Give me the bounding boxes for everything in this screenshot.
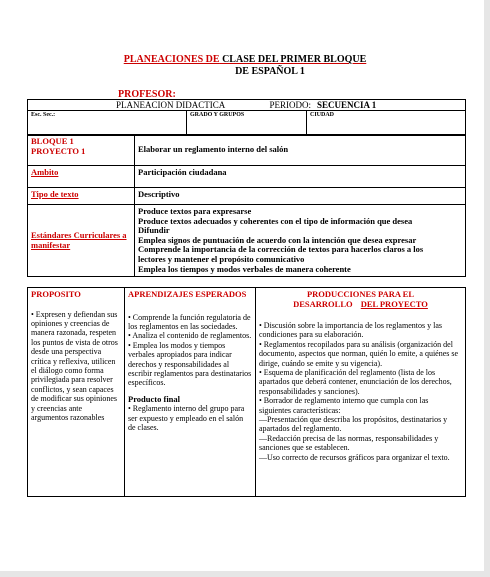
producciones-header bbox=[259, 290, 462, 309]
produccion-item: • Esquema de planificación del reglamento (lista de los apartados que deberá contener, enunciación de los derechos, responsabilidades y sanciones). bbox=[259, 368, 452, 396]
periodo-value: SECUENCIA 1 bbox=[317, 100, 377, 110]
producciones-header-line2b: DEL PROYECTO bbox=[360, 298, 428, 309]
estandar-line: Emplea los tiempos y modos verbales de manera coherente bbox=[138, 263, 351, 274]
page-shadow-right bbox=[484, 0, 490, 577]
producciones-header-line2a: DESARROLLO bbox=[293, 298, 353, 309]
producto-final-text: • Reglamento interno del grupo para ser expuesto y empleado en el salón de clases. bbox=[128, 404, 245, 432]
estandar-line: Difundir bbox=[138, 225, 170, 236]
bloque-label: BLOQUE 1 bbox=[31, 136, 74, 146]
estandares-cell bbox=[28, 205, 135, 277]
planeacion-title: PLANEACION DIDACTICA bbox=[116, 100, 226, 110]
planeacion-row bbox=[28, 100, 466, 111]
estandares-cell-values bbox=[135, 205, 466, 277]
grado-label: GRADO Y GRUPOS bbox=[190, 112, 245, 118]
title-part1: PLANEACIONES DE bbox=[123, 54, 220, 65]
producto-final-header: Producto final bbox=[128, 393, 181, 404]
produccion-item: • Discusión sobre la importancia de los reglamentos y las condiciones para su elaboración. bbox=[259, 321, 442, 340]
aprendizajes-list bbox=[128, 313, 252, 388]
tipo-label: Tipo de texto bbox=[28, 188, 135, 205]
estandar-line: Emplea signos de puntuación de acuerdo con la intención que desea expresar bbox=[138, 234, 417, 245]
proposito-text: • Expresen y defiendan sus opiniones y creencias de manera razonada, respeten los puntos de vista de otros desde una perspectiva crítica y reflexiva, utilicen el diálogo como forma privilegiada para resolver conflictos, y sean capaces de modificar sus opiniones y creencias ante argumentos razonables bbox=[31, 309, 118, 422]
document-title-line1 bbox=[0, 54, 490, 65]
estandar-line: Produce textos para expresarse bbox=[138, 206, 252, 216]
proposito-header: PROPOSITO bbox=[31, 289, 81, 299]
produccion-item: —Uso correcto de recursos gráficos para organizar el texto. bbox=[259, 452, 450, 462]
esc-sec-label: Esc. Sec.: bbox=[31, 112, 56, 118]
proyecto-label: PROYECTO 1 bbox=[31, 145, 86, 156]
grado-cell bbox=[187, 111, 307, 136]
page-shadow-bottom bbox=[0, 571, 490, 577]
produccion-item: —Presentación que describa los propósitos, destinatarios y apartados del reglamento. bbox=[259, 415, 448, 434]
aprendizajes-cell bbox=[125, 288, 256, 497]
produccion-item: • Reglamentos recopilados para su análisis (organización del documento, aspectos que norman, quién lo emite, a quiénes se dirige, cuándo se emite y su vigencia). bbox=[259, 339, 459, 368]
tipo-value: Descriptivo bbox=[135, 188, 466, 205]
document-title-line2 bbox=[25, 66, 490, 77]
estandar-line: Produce textos adecuados y coherentes con el tipo de información que desea bbox=[138, 215, 413, 226]
ciudad-cell bbox=[307, 111, 466, 136]
produccion-item: • Borrador de reglamento interno que cumpla con las siguientes características: bbox=[259, 396, 429, 415]
proposito-cell bbox=[28, 288, 125, 497]
periodo-label: PERIODO: bbox=[269, 100, 312, 110]
producciones-list bbox=[259, 321, 462, 462]
estandar-line: lectores y mantener el propósito comunicativo bbox=[138, 253, 305, 264]
title-line2: DE ESPAÑOL 1 bbox=[235, 66, 305, 77]
header-table bbox=[27, 99, 466, 136]
aprendizaje-item: • Analiza el contenido de reglamentos. bbox=[128, 331, 252, 341]
main-table bbox=[27, 134, 466, 277]
profesor-label: PROFESOR: bbox=[118, 89, 176, 100]
estandar-line: Comprende la importancia de la corrección de textos para hacerlos claros a los bbox=[138, 244, 424, 255]
producciones-header-line1: PRODUCCIONES PARA EL bbox=[306, 289, 415, 299]
ambito-label: Ambito bbox=[28, 166, 135, 188]
aprendizajes-header: APRENDIZAJES ESPERADOS bbox=[128, 289, 247, 299]
title-part2: CLASE DEL PRIMER BLOQUE bbox=[219, 54, 367, 65]
produccion-item: —Redacción precisa de las normas, responsabilidades y sanciones que se establecen. bbox=[259, 433, 439, 453]
producciones-cell bbox=[256, 288, 466, 497]
ciudad-label: CIUDAD bbox=[310, 112, 334, 118]
bottom-table bbox=[27, 287, 466, 497]
ambito-value: Participación ciudadana bbox=[135, 166, 466, 188]
esc-sec-cell bbox=[28, 111, 187, 136]
estandares-label: Estándares Curriculares a manifestar bbox=[31, 229, 127, 250]
proyecto-value: Elaborar un reglamento interno del salón bbox=[135, 135, 466, 166]
aprendizaje-item: • Comprende la función regulatoria de los reglamentos en las sociedades. bbox=[128, 312, 251, 331]
bloque-cell bbox=[28, 135, 135, 166]
aprendizaje-item: • Emplea los modos y tiempos verbales apropiados para indicar derechos y responsabilidades al escribir reglamentos para destinatarios específicos. bbox=[128, 340, 252, 388]
